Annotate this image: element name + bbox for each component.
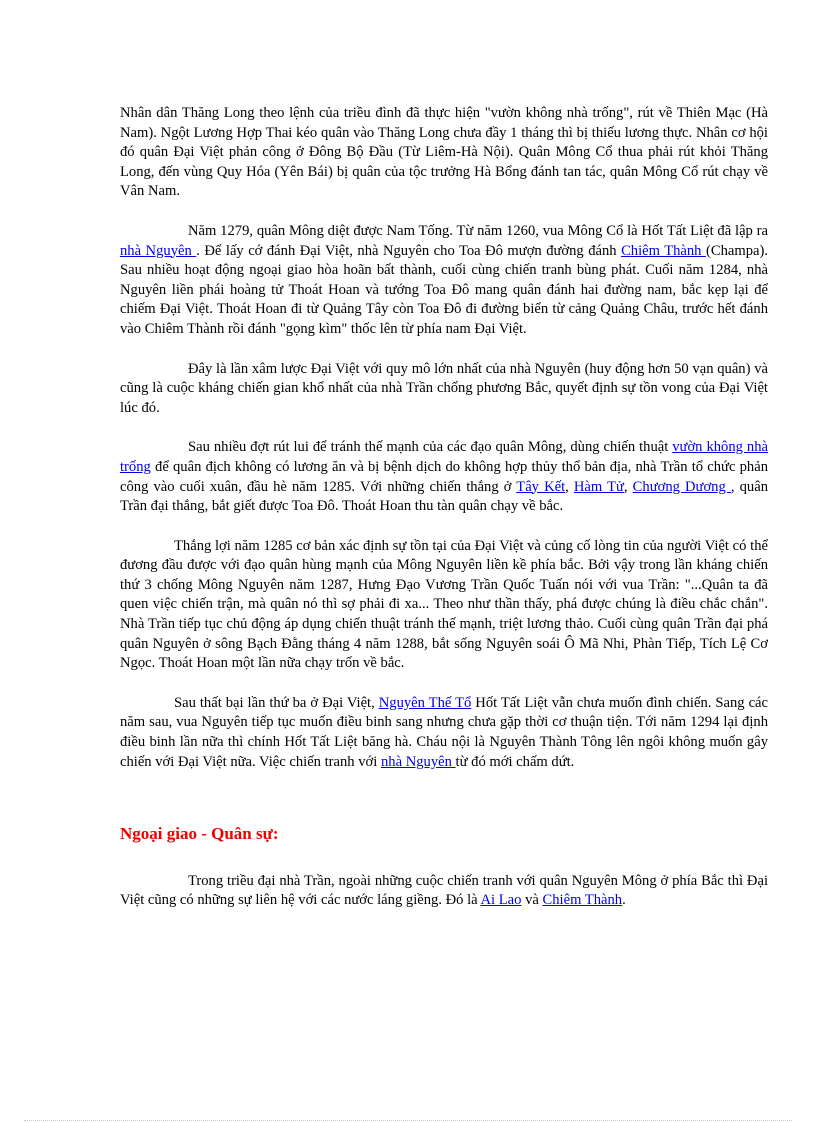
page-bottom-divider [24, 1120, 792, 1121]
link-nha-nguyen[interactable]: nhà Nguyên [120, 242, 197, 259]
paragraph-largest-invasion: Đây là lần xâm lược Đại Việt với quy mô lớn nhất của nhà Nguyên (huy động hơn 50 vạn quân) và cũng là cuộc kháng chiến gian khổ nhất của nhà Trần chống phương Bắc, quyết định sự tồn vong của Đại Việt lúc đó. [120, 360, 768, 416]
text-span: (Champa). Sau nhiều hoạt động ngoại giao hòa hoãn bất thành, cuối cùng chiến tranh bùng phát. Cuối năm 1284, nhà Nguyên liền phái hoàng tử Thoát Hoan và tướng Toa Đô mang quân đánh hai đường nam, bắc kẹp lại để chiếm Đại Việt. Thoát Hoan đi từ Quảng Tây còn Toa Đô đi đường biển từ cảng Quảng Châu, trước hết đánh vào Chiêm Thành rồi đánh "gọng kìm" thốc lên từ phía nam Đại Việt. [120, 242, 768, 337]
paragraph-victory-1285: Thắng lợi năm 1285 cơ bản xác định sự tồn tại của Đại Việt và củng cố lòng tin của người Việt có thể đương đầu được với đạo quân hùng mạnh của Mông Nguyên liền kề phía bắc. Bởi vậy trong lần kháng chiến thứ 3 chống Mông Nguyên năm 1287, Hưng Đạo Vương Trần Quốc Tuấn nói với vua Trần: "...Quân ta đã quen việc chiến trận, mà quân nó thì sợ phải đi xa... Theo như thần thấy, phá được chúng là điều chắc chắn". Nhà Trần tiếp tục chủ động áp dụng chiến thuật tránh thế mạnh, triệt lương thảo. Cuối cùng quân Trần đại phá quân Nguyên ở sông Bạch Đằng tháng 4 năm 1288, bắt sống Nguyên soái Ô Mã Nhi, Phàn Tiếp, Tích Lệ Cơ Ngọc. Thoát Hoan một lần nữa chạy trốn về bắc. [120, 537, 768, 672]
text-span: , quân Trần đại thắng, bắt giết được Toa Đô. Thoát Hoan thu tàn quân chạy về bắc. [120, 478, 769, 515]
link-chiem-thanh-2[interactable]: Chiêm Thành [542, 892, 623, 909]
paragraph-nguyen-invasion [120, 222, 768, 340]
text-span: Hốt Tất Liệt vẫn chưa muốn đình chiến. Sang các năm sau, vua Nguyên tiếp tục muốn điều binh sang nhưng chưa gặp thời cơ thuận tiện. Tới năm 1294 lại định điều binh lần nữa thì chính Hốt Tất Liệt băng hà. Cháu nội là Nguyên Thành Tông lên ngôi không muốn gây chiến với Đại Việt nữa. Việc chiến tranh với [120, 694, 768, 770]
text-span: , [623, 478, 633, 495]
text-span: Năm 1279, quân Mông diệt được Nam Tống. Từ năm 1260, vua Mông Cổ là Hốt Tất Liệt đã lập ra [188, 222, 768, 239]
link-chuong-duong[interactable]: Chương Dương [632, 478, 731, 495]
paragraph-counterattack-1285 [120, 438, 768, 516]
link-ai-lao[interactable]: Ai Lao [480, 892, 522, 909]
text-span: Sau nhiều đợt rút lui để tránh thế mạnh của các đạo quân Mông, dùng chiến thuật [188, 439, 673, 456]
link-vuon-khong-nha-trong[interactable]: vườn không nhà trống [120, 439, 768, 475]
link-tay-ket[interactable]: Tây Kết [516, 478, 566, 495]
link-nha-nguyen-2[interactable]: nhà Nguyên [380, 753, 456, 770]
text-span: từ đó mới chấm dứt. [455, 753, 575, 770]
paragraph-end-of-war [120, 694, 768, 772]
link-ham-tu[interactable]: Hàm Tử [573, 478, 624, 495]
section-heading-ngoai-giao: Ngoại giao - Quân sự: [120, 824, 279, 844]
link-chiem-thanh[interactable]: Chiêm Thành [621, 242, 706, 259]
text-span: . Để lấy cớ đánh Đại Việt, nhà Nguyên cho Toa Đô mượn đường đánh [196, 242, 622, 259]
text-span: để quân địch không có lương ăn và bị bệnh dịch do không hợp thủy thổ bản địa, nhà Trần tổ chức phản công vào cuối xuân, đầu hè năm 1285. Với những chiến thắng ở [120, 458, 768, 495]
paragraph-thang-long-retreat: Nhân dân Thăng Long theo lệnh của triều đình đã thực hiện "vườn không nhà trống", rút về Thiên Mạc (Hà Nam). Ngột Lương Hợp Thai kéo quân vào Thăng Long chưa đầy 1 tháng thì bị thiếu lương thực. Nhân cơ hội đó quân Đại Việt phản công ở Đông Bộ Đầu (Từ Liêm-Hà Nội). Quân Mông Cổ thua phải rút khỏi Thăng Long, đến vùng Quy Hóa (Yên Bái) bị quân của tộc trưởng Hà Bổng đánh tan tác, quân Mông Cổ rút chạy về Vân Nam. [120, 105, 768, 200]
text-span: Trong triều đại nhà Trần, ngoài những cuộc chiến tranh với quân Nguyên Mông ở phía Bắc thì Đại Việt cũng có những sự liên hệ với các nước láng giềng. Đó là [120, 872, 768, 909]
text-span: , [565, 478, 574, 495]
text-span: . [622, 892, 626, 909]
text-span: Sau thất bại lần thứ ba ở Đại Việt, [174, 694, 379, 711]
text-span: và [521, 892, 543, 909]
paragraph-foreign-relations [120, 872, 768, 911]
link-nguyen-the-to[interactable]: Nguyên Thế Tổ [378, 694, 472, 711]
